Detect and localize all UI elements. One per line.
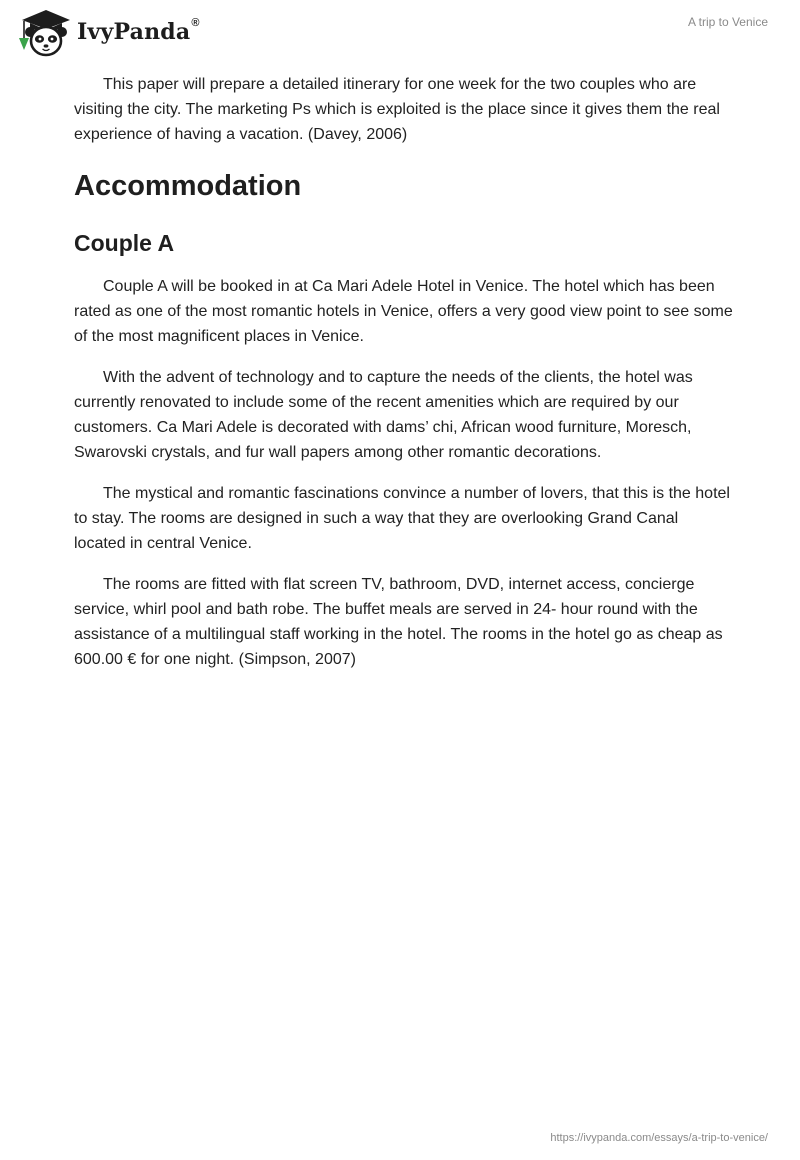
ivypanda-logo[interactable] [14,6,200,58]
body-paragraph: Couple A will be booked in at Ca Mari Adele Hotel in Venice. The hotel which has been rated as one of the most romantic hotels in Venice, offers a very good view point to see some of the most magnificent places in Venice. [74,278,733,345]
body-paragraph: The mystical and romantic fascinations convince a number of lovers, that this is the hotel to stay. The rooms are designed in such a way that they are overlooking Grand Canal located in central Venice. [74,485,730,552]
body-paragraph: With the advent of technology and to capture the needs of the clients, the hotel was currently renovated to include some of the recent amenities which are required by our customers. Ca Mari Adele is decorated with dams’ chi, African wood furniture, Moresch, Swarovski crystals, and fur wall papers among other romantic decorations. [74,369,693,461]
document-title: A trip to Venice [687,15,768,29]
intro-paragraph: This paper will prepare a detailed itinerary for one week for the two couples who are visiting the city. The marketing Ps which is exploited is the place since it gives them the real experience of having a vacation. (Davey, 2006) [74,76,720,143]
essay-body [74,72,734,688]
brand-name [77,19,200,45]
subsection-heading-couple-a: Couple A [74,230,175,256]
panda-graduate-icon [14,6,76,58]
brand-label: IvyPanda [77,19,191,45]
section-heading-accommodation: Accommodation [74,170,302,202]
registered-mark: ® [191,17,200,29]
page-header [0,0,800,64]
source-url-link[interactable]: https://ivypanda.com/essays/a-trip-to-venice/ [550,1132,768,1144]
body-paragraph: The rooms are fitted with flat screen TV, bathroom, DVD, internet access, concierge service, whirl pool and bath robe. The buffet meals are served in 24- hour round with the assistance of a multilingual staff working in the hotel. The rooms in the hotel go as cheap as 600.00 € for one night. (Simpson, 2007) [74,576,723,668]
